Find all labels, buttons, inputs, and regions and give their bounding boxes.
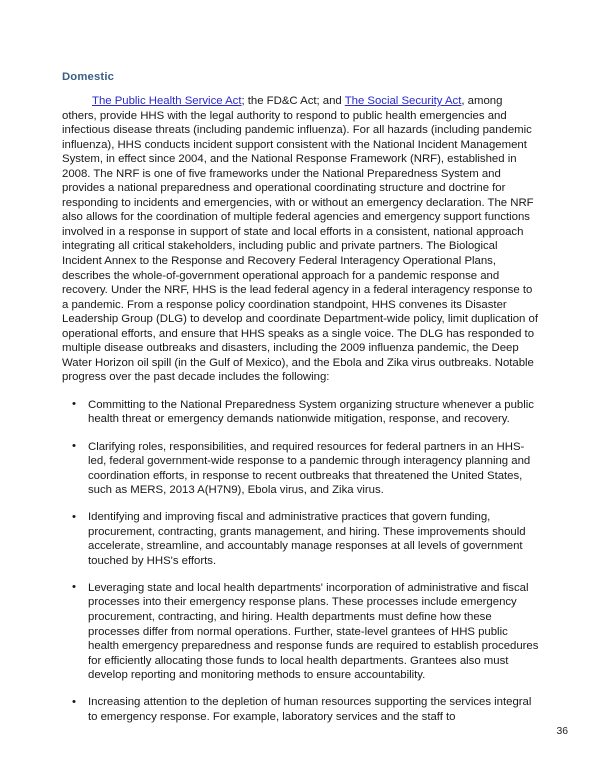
list-item-text: Leveraging state and local health departments' incorporation of administrative and fiscal processes into their emergency response plans. These processes include emergency procurement, contracting, and hiring. Health departments must define how these processes differ from normal operations. Further, state-level grantees of HHS public health emergency preparedness and response funds are required to establish procedures for efficiently allocating those funds to local health departments. Grantees also must develop reporting and monitoring methods to ensure accountability.: [88, 581, 539, 682]
page-content: [62, 70, 540, 737]
list-item-text: Increasing attention to the depletion of human resources supporting the services integral to emergency response. For example, laboratory services and the staff to: [88, 696, 532, 723]
list-item: [62, 440, 540, 498]
section-heading-domestic: Domestic: [62, 71, 115, 83]
list-item: [62, 510, 540, 568]
body-paragraph: [62, 94, 540, 385]
list-item: [62, 695, 540, 724]
list-item: [62, 398, 540, 427]
link-social-security-act[interactable]: The Social Security Act: [344, 95, 462, 107]
bullet-icon: •: [72, 440, 76, 453]
bullet-icon: •: [72, 581, 76, 594]
list-item-text: Committing to the National Preparedness System organizing structure whenever a public health threat or emergency demands nationwide mitigation, response, and recovery.: [88, 398, 534, 426]
link-public-health-service-act[interactable]: The Public Health Service Act: [92, 95, 242, 107]
paragraph-segment-2: , among others, provide HHS with the legal authority to respond to public health emergencies and infectious disease threats (including pandemic influenza). For all hazards (including pandemic influenza), HHS conducts incident support consistent with the National Incident Management System, in effect since 2004, and the National Response Framework (NRF), established in 2008. The NRF is one of five frameworks under the National Preparedness System and provides a national preparedness and operational coordinating structure and doctrine for responding to incidents and emergencies, with or without an emergency declaration. The NRF also allows for the coordination of multiple federal agencies and emergency support functions involved in a response in support of state and local efforts in a consistent, national approach integrating all critical stakeholders, including public and private partners. The Biological Incident Annex to the Response and Recovery Federal Interagency Operational Plans, describes the whole-of-government operational approach for a pandemic response and recovery. Under the NRF, HHS is the lead federal agency in a federal interagency response to a pandemic. From a response policy coordination standpoint, HHS convenes its Disaster Leadership Group (DLG) to develop and coordinate Department-wide policy, limit duplication of operational efforts, and ensure that HHS speaks as a single voice. The DLG has responded to multiple disease outbreaks and disasters, including the 2009 influenza pandemic, the Deep Water Horizon oil spill (in the Gulf of Mexico), and the Ebola and Zika virus outbreaks. Notable progress over the past decade includes the following:: [62, 95, 538, 384]
list-item-text: Clarifying roles, responsibilities, and required resources for federal partners in an HHS-led, federal government-wide response to a pandemic through interagency planning and coordination efforts, in response to recent outbreaks that threatened the United States, such as MERS, 2013 A(H7N9), Ebola virus, and Zika virus.: [88, 440, 531, 497]
paragraph-segment-1: ; the FD&C Act; and: [241, 95, 345, 107]
bullet-icon: •: [72, 510, 76, 523]
page-number: 36: [556, 726, 568, 737]
list-item-text: Identifying and improving fiscal and administrative practices that govern funding, procurement, contracting, grants management, and hiring. These improvements should accelerate, streamline, and accountably manage responses at all levels of government touched by HHS's efforts.: [88, 511, 526, 567]
bullet-list: [62, 398, 540, 724]
bullet-icon: •: [72, 695, 76, 708]
bullet-icon: •: [72, 398, 76, 411]
list-item: [62, 581, 540, 683]
